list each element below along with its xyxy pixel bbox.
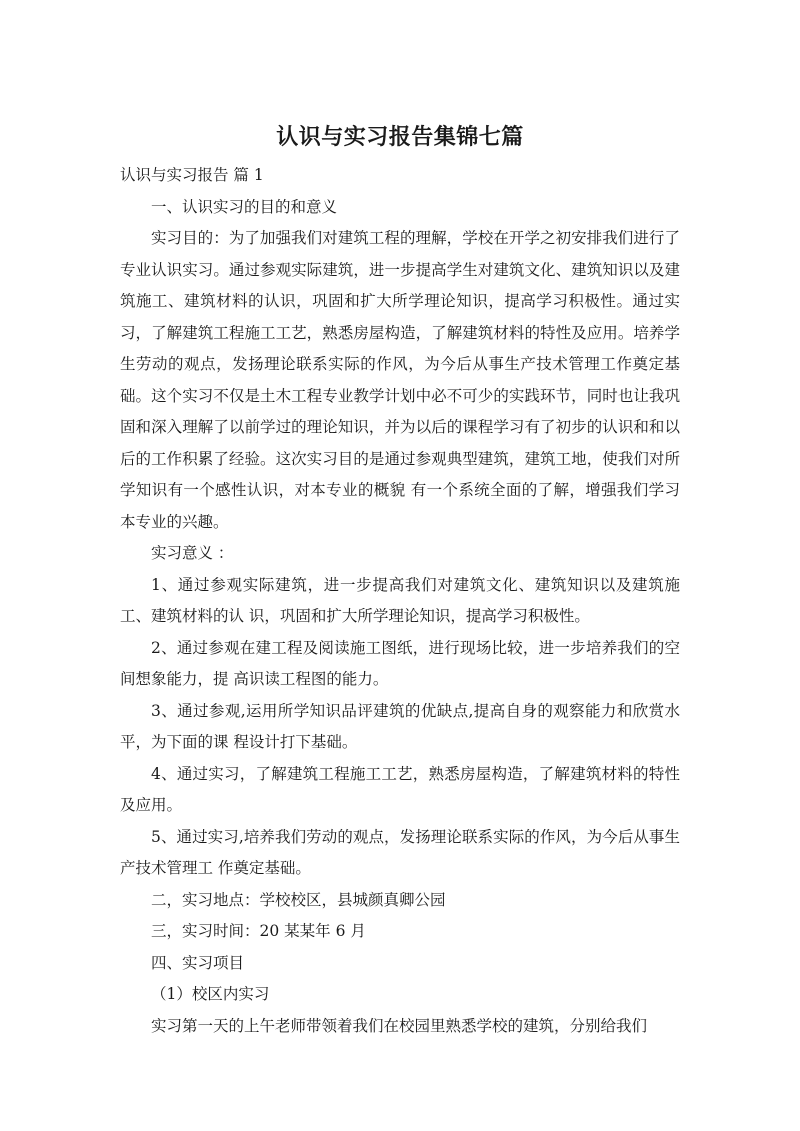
paragraph: 1、通过参观实际建筑，进一步提高我们对建筑文化、建筑知识以及建筑施工、建筑材料的认 识，巩固和扩大所学理论知识，提高学习积极性。	[120, 575, 680, 625]
paragraph: 实习第一天的上午老师带领着我们在校园里熟悉学校的建筑，分别给我们	[151, 1016, 648, 1035]
paragraph: （1）校区内实习	[151, 985, 270, 1003]
paragraph: 二，实习地点：学校校区，县城颜真卿公园	[151, 890, 446, 909]
section-heading: 认识与实习报告 篇 1	[120, 166, 264, 184]
paragraph: 3、通过参观,运用所学知识品评建筑的优缺点,提高自身的观察能力和欣赏水平，为下面的课 程设计打下基础。	[120, 701, 680, 751]
paragraph: 一、认识实习的目的和意义	[151, 197, 338, 216]
document-title: 认识与实习报告集锦七篇	[276, 125, 524, 150]
paragraph: 2、通过参观在建工程及阅读施工图纸，进行现场比较，进一步培养我们的空间想象能力，提 高识读工程图的能力。	[120, 638, 680, 688]
paragraph: 实习意义 ：	[151, 544, 234, 562]
paragraph: 三，实习时间：20 某某年 6 月	[151, 922, 366, 940]
paragraph: 5、通过实习,培养我们劳动的观点，发扬理论联系实际的作风，为今后从事生产技术管理工 作奠定基础。	[120, 827, 680, 877]
paragraph: 4、通过实习，了解建筑工程施工工艺，熟悉房屋构造，了解建筑材料的特性及应用。	[120, 764, 680, 814]
paragraph: 实习目的：为了加强我们对建筑工程的理解，学校在开学之初安排我们进行了专业认识实习。通过参观实际建筑，进一步提高学生对建筑文化、建筑知识以及建筑施工、建筑材料的认识，巩固和扩大所学理论知识，提高学习积极性。通过实习，了解建筑工程施工工艺，熟悉房屋构造，了解建筑材料的特性及应用。培养学生劳动的观点，发扬理论联系实际的作风，为今后从事生产技术管理工作奠定基础。这个实习不仅是土木工程专业教学计划中必不可少的实践环节，同时也让我巩固和深入理解了以前学过的理论知识，并为以后的课程学习有了初步的认识和和以后的工作积累了经验。这次实习目的是通过参观典型建筑，建筑工地，使我们对所学知识有一个感性认识，对本专业的概貌 有一个系统全面的了解，增强我们学习本专业的兴趣。	[120, 229, 680, 531]
paragraph: 四、实习项目	[151, 953, 245, 972]
document-body	[120, 160, 680, 1042]
